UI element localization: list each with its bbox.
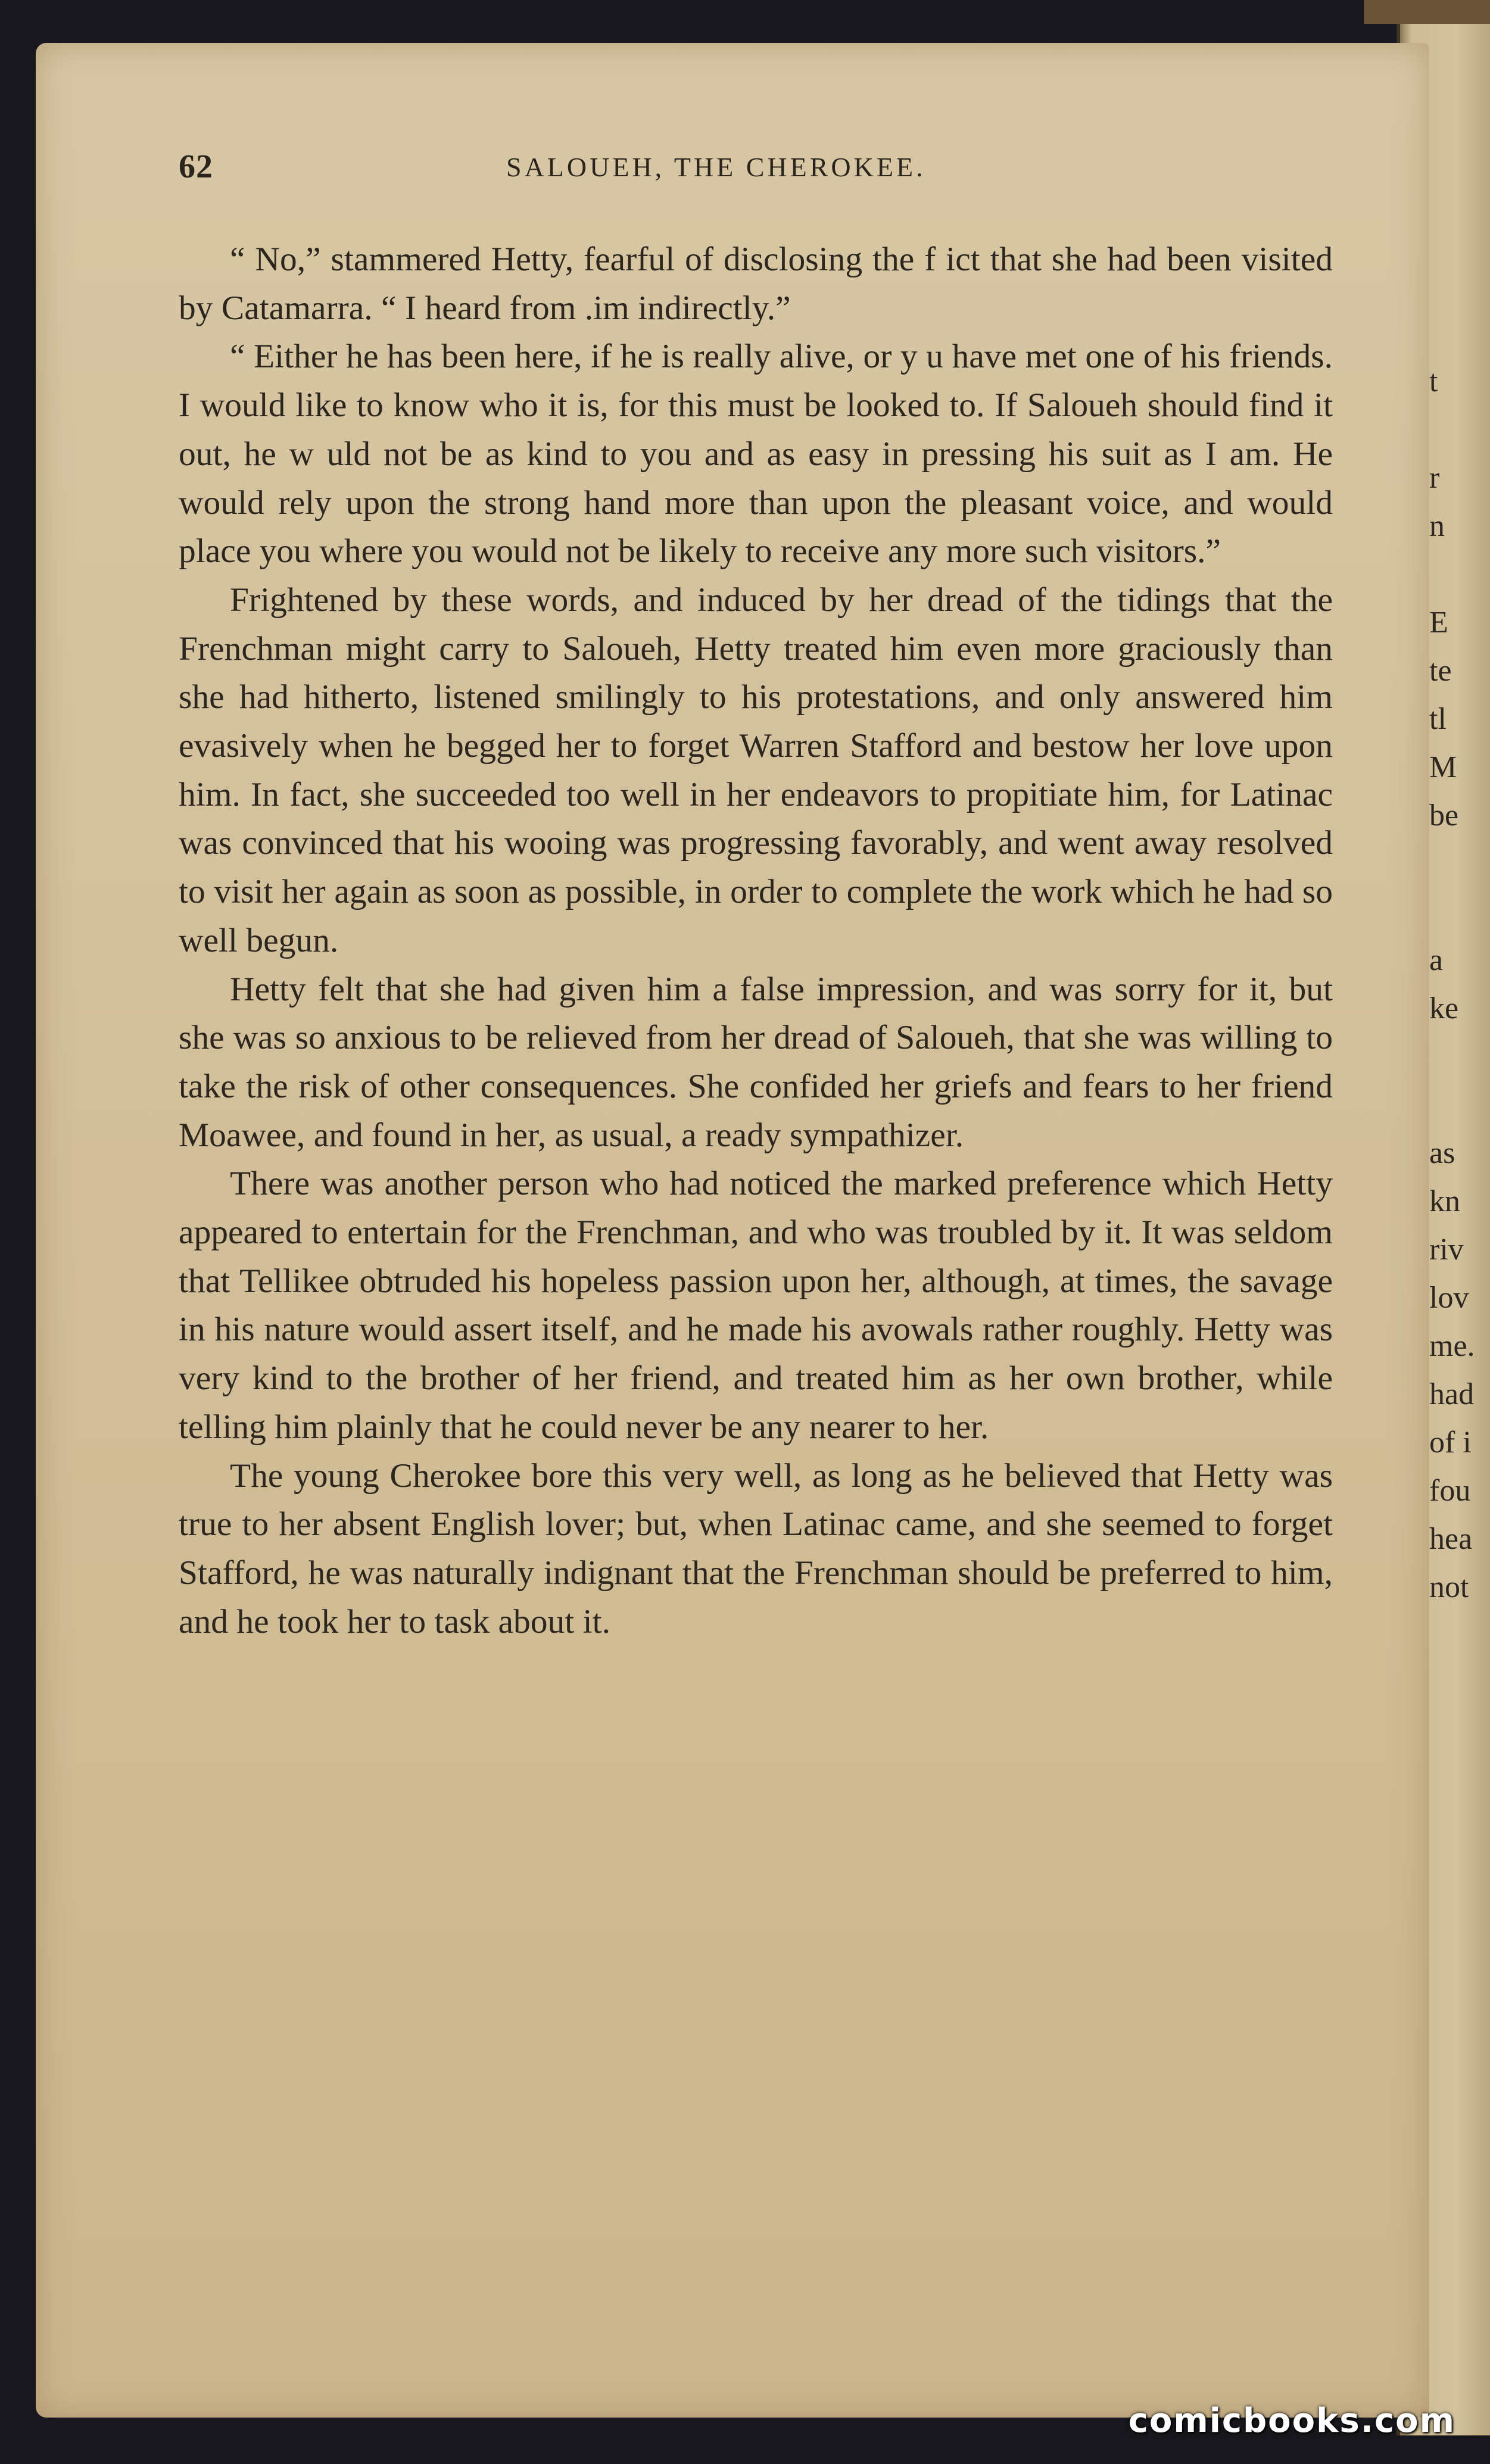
facing-page-fragment: of i xyxy=(1429,1426,1472,1459)
paragraph: There was another person who had noticed the marked preference which Hetty appeared to entertain for the Frenchman, and who was troubled by it. It was seldom that Tellikee obtruded his hopeless passion upon her, although, at times, the savage in his nature would assert itself, and he made his avowals rather roughly. Hetty was very kind to the brother of her friend, and treated him as her own brother, while telling him plainly that he could never be any nearer to her. xyxy=(179,1165,1333,1446)
facing-page-fragment: ke xyxy=(1429,991,1459,1025)
facing-page-fragment: be xyxy=(1429,799,1459,832)
facing-page-fragment: lov xyxy=(1429,1281,1469,1315)
facing-page-fragment: te xyxy=(1429,654,1452,688)
facing-page-fragment: as xyxy=(1429,1136,1455,1170)
facing-page-fragment: M xyxy=(1429,750,1457,784)
facing-page-fragment xyxy=(1429,888,1490,936)
facing-page-fragment: a xyxy=(1429,943,1444,977)
facing-page-fragment xyxy=(1429,550,1490,598)
paragraph: “ Either he has been here, if he is really alive, or y u have met one of his friends. I would like to know who it is, for this must be looked to. If Saloueh should find it out, he w uld not be as kind to you and as easy in pressing his suit as I am. He would rely upon the strong hand more than upon the pleasant voice, and would place you where you would not be likely to receive any more such visitors.” xyxy=(179,338,1333,570)
facing-page-fragment: hea xyxy=(1429,1522,1473,1556)
facing-page-fragment: E xyxy=(1429,606,1448,640)
facing-page-fragment: tl xyxy=(1429,702,1447,736)
facing-page-text xyxy=(1429,357,1490,2144)
body-text xyxy=(179,235,1333,1646)
facing-page-fragment: riv xyxy=(1429,1233,1464,1267)
facing-page-fragment xyxy=(1429,1033,1490,1081)
paragraph: Hetty felt that she had given him a false impression, and was sorry for it, but she was so anxious to be relieved from her dread of Saloueh, that she was willing to take the risk of other consequences. She confided her griefs and fears to her friend Moawee, and found in her, as usual, a ready sympathizer. xyxy=(179,970,1333,1154)
facing-page-fragment: had xyxy=(1429,1377,1475,1411)
running-title: SALOUEH, THE CHEROKEE. xyxy=(506,152,926,182)
watermark-text: comicbooks.com xyxy=(1128,2401,1455,2440)
facing-page-fragment: n xyxy=(1429,509,1445,543)
facing-page-fragment xyxy=(1429,1081,1490,1129)
paragraph: The young Cherokee bore this very well, as long as he believed that Hetty was true to her absent English lover; but, when Latinac came, and she seemed to forget Stafford, he was naturally indignant that the Frenchman should be preferred to him, and he took her to task about it. xyxy=(179,1456,1333,1640)
facing-page-fragment: t xyxy=(1429,364,1438,398)
binding-shadow xyxy=(1364,0,1490,24)
paragraph: “ No,” stammered Hetty, fearful of disclosing the f ict that she had been visited by Catamarra. “ I heard from .im indirectly.” xyxy=(179,241,1333,327)
page-header xyxy=(179,148,1310,189)
facing-page-fragment: not xyxy=(1429,1570,1469,1604)
facing-page-fragment xyxy=(1429,406,1490,454)
paragraph: Frightened by these words, and induced by her dread of the tidings that the Frenchman might carry to Saloueh, Hetty treated him even more graciously than she had hitherto, listened smilingly to his protestations, and only answered him evasively when he begged her to forget Warren Stafford and bestow her love upon him. In fact, she succeeded too well in her endeavors to propitiate him, for Latinac was convinced that his wooing was progressing favorably, and went away resolved to visit her again as soon as possible, in order to complete the work which he had so well begun. xyxy=(179,581,1333,959)
facing-page-fragment: kn xyxy=(1429,1184,1460,1218)
facing-page-fragment: fou xyxy=(1429,1474,1471,1508)
facing-page-fragment xyxy=(1429,840,1490,888)
facing-page-fragment: r xyxy=(1429,461,1440,495)
page-number: 62 xyxy=(179,148,213,185)
facing-page-fragment: me. xyxy=(1429,1329,1475,1363)
